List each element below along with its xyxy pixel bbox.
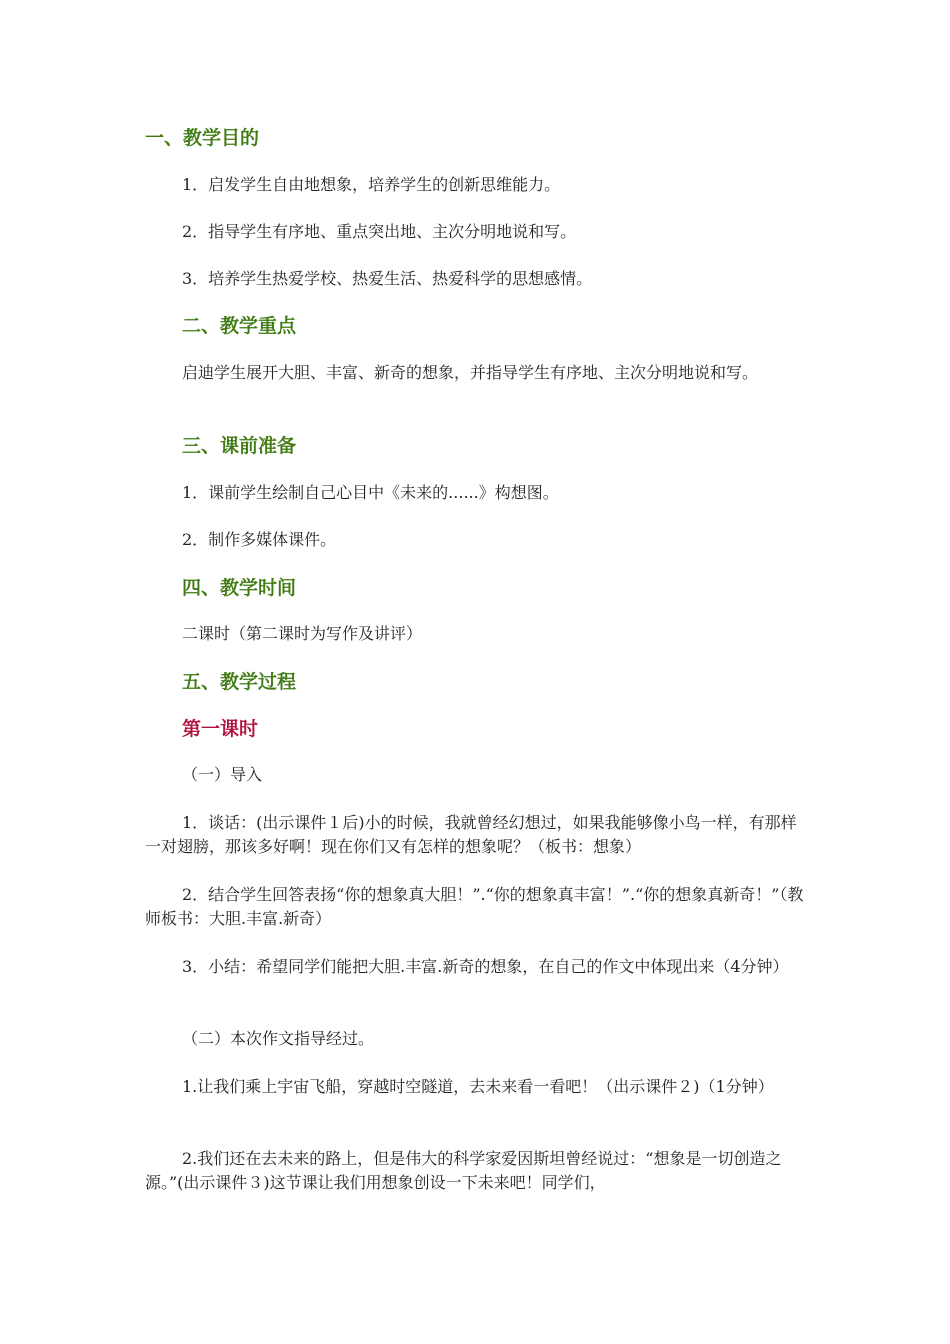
intro-item-1: 1．谈话：(出示课件１后)小的时候，我就曾经幻想过，如果我能够像小鸟一样，有那样一对翅膀，那该多好啊！现在你们又有怎样的想象呢？（板书：想象） bbox=[145, 813, 797, 856]
teaching-time-text: 二课时（第二课时为写作及讲评） bbox=[182, 624, 423, 643]
guidance-item-2: 2.我们还在去未来的路上，但是伟大的科学家爱因斯坦曾经说过：“想象是一切创造之源。”(出示课件３)这节课让我们用想象创设一下未来吧！同学们， bbox=[145, 1149, 782, 1192]
section-title-teaching-goals: 一、教学目的 bbox=[145, 127, 260, 149]
goal-item-3: 3．培养学生热爱学校、热爱生活、热爱科学的思想感情。 bbox=[182, 269, 593, 288]
key-points-text: 启迪学生展开大胆、丰富、新奇的想象，并指导学生有序地、主次分明地说和写。 bbox=[182, 363, 759, 382]
lesson-1-title: 第一课时 bbox=[182, 718, 259, 740]
section-title-teaching-time: 四、教学时间 bbox=[182, 577, 297, 599]
preparation-item-2: 2．制作多媒体课件。 bbox=[182, 530, 337, 549]
intro-item-3: 3．小结：希望同学们能把大胆.丰富.新奇的想象，在自己的作文中体现出来（4分钟） bbox=[182, 957, 789, 976]
part-1-title: （一）导入 bbox=[182, 765, 263, 784]
section-title-teaching-process: 五、教学过程 bbox=[182, 671, 297, 693]
intro-item-2: 2．结合学生回答表扬“你的想象真大胆！”.“你的想象真丰富！”.“你的想象真新奇！”（教师板书：大胆.丰富.新奇） bbox=[145, 885, 804, 928]
goal-item-1: 1．启发学生自由地想象，培养学生的创新思维能力。 bbox=[182, 175, 561, 194]
part-2-title: （二）本次作文指导经过。 bbox=[182, 1029, 375, 1048]
section-title-preparation: 三、课前准备 bbox=[182, 435, 297, 457]
guidance-item-1: 1.让我们乘上宇宙飞船，穿越时空隧道，去未来看一看吧！（出示课件２)（1分钟） bbox=[182, 1077, 774, 1096]
section-title-key-points: 二、教学重点 bbox=[182, 315, 297, 337]
goal-item-2: 2．指导学生有序地、重点突出地、主次分明地说和写。 bbox=[182, 222, 577, 241]
preparation-item-1: 1．课前学生绘制自己心目中《未来的......》构想图。 bbox=[182, 483, 559, 502]
